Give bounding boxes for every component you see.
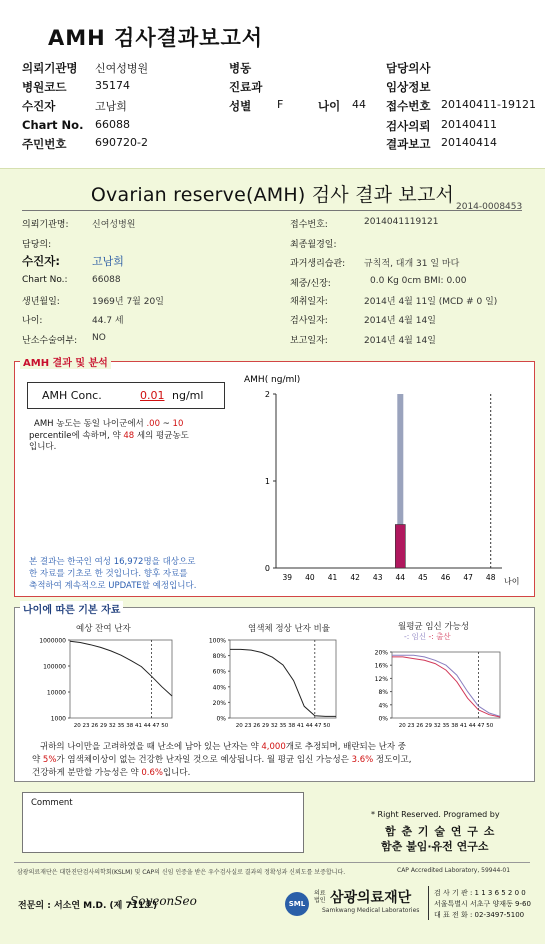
field-label: 담당의사 <box>386 61 431 75</box>
sml-logo-icon: SML <box>285 892 309 916</box>
field-label: 체중/신장: <box>290 279 331 289</box>
chart-title: 월평균 임신 가능성 <box>398 622 470 632</box>
text: 개로 추정되며, 배란되는 난자 중 <box>285 742 406 752</box>
conc-label: AMH Conc. <box>42 389 102 402</box>
y-tick-label: 100% <box>208 637 226 645</box>
field-label: 생년월일: <box>22 297 60 307</box>
text: 약 <box>32 755 41 765</box>
y-tick-label: 12% <box>374 675 388 683</box>
field-label: Chart No. <box>22 118 84 132</box>
birth-rate-value: 0.6% <box>141 768 163 778</box>
x-tick-labels: 20 23 26 29 32 35 38 41 44 47 50 <box>398 723 494 729</box>
amh-section-title: AMH 결과 및 분석 <box>20 354 111 369</box>
summary-line1 <box>40 741 406 754</box>
field-value: 66088 <box>92 275 121 285</box>
field-label: 임상정보 <box>386 80 431 94</box>
lab-name-1: 함 춘 기 술 연 구 소 <box>385 825 496 838</box>
text: 건강하게 분만할 가능성은 약 <box>32 768 139 778</box>
text: 가 염색체이상이 없는 건강한 난자일 것으로 예상됩니다. 월 평균 임신 가능성은 <box>56 755 349 765</box>
text: ~ <box>162 419 170 429</box>
dataset-note-line1: 본 결과는 한국인 여성 16,972명을 대상으로 <box>29 557 196 567</box>
amh-concentration-box <box>27 382 225 409</box>
y-tick-label: 100000 <box>43 663 66 671</box>
y-tick-label: 2 <box>264 390 270 399</box>
y-tick-label: 1000 <box>50 715 66 723</box>
conc-value: 0.01 <box>140 389 165 402</box>
field-label: 성별 <box>229 99 252 113</box>
y-tick-label: 0% <box>378 715 388 723</box>
pregnancy-probability-chart <box>358 640 528 736</box>
footer-divider <box>14 862 530 863</box>
field-value: 44 <box>352 98 366 111</box>
field-value: 신여성병원 <box>95 62 149 75</box>
x-tick-label: 39 <box>282 573 293 582</box>
field-label: 최종월경일: <box>290 240 337 250</box>
lab-code: 검 사 기 관 : 1 1 3 6 5 2 0 0 <box>434 889 526 897</box>
field-label: 수진자 <box>22 99 56 113</box>
field-label: 난소수술여부: <box>22 336 78 346</box>
field-label: 접수번호: <box>290 220 328 230</box>
field-label: 진료과 <box>229 80 263 94</box>
field-value: 20140411-19121 <box>441 98 536 111</box>
x-axis-label: 나이 <box>504 577 520 586</box>
age-section-title: 나이에 따른 기본 자료 <box>20 601 123 616</box>
field-value: 2014년 4월 14일 <box>364 316 436 326</box>
y-tick-label: 10000 <box>46 689 66 697</box>
field-value: 20140411 <box>441 118 497 131</box>
measured-value-bar <box>395 525 405 569</box>
y-tick-label: 1000000 <box>39 637 66 645</box>
lab-address: 서울특별시 서초구 양재동 9-60 <box>434 900 531 908</box>
doctor-name: 전문의 : 서소연 M.D. (제 711호) <box>18 901 158 911</box>
field-label: 수진자: <box>22 254 60 268</box>
amh-description-line3: 입니다. <box>29 442 57 452</box>
percentile-low: .00 <box>146 419 160 429</box>
x-tick-label: 40 <box>305 573 315 582</box>
text: AMH 농도는 동일 나이군에서 <box>34 419 144 429</box>
amh-age-bar-chart <box>240 370 530 592</box>
field-value: 1969년 7월 20일 <box>92 297 164 307</box>
summary-line2 <box>32 754 411 767</box>
pregnancy-rate-value: 3.6% <box>351 755 374 765</box>
y-tick-label: 20% <box>374 649 388 657</box>
x-tick-label: 41 <box>327 573 338 582</box>
field-value: 고남희 <box>95 100 127 113</box>
doctor-signature: SoyeonSeo <box>130 894 197 908</box>
chart-title: 예상 잔여 난자 <box>76 624 131 634</box>
field-label: 병원코드 <box>22 80 67 94</box>
text: 정도이고, <box>375 755 412 765</box>
normal-chromosome-chart <box>190 632 350 736</box>
chart-title: 염색체 정상 난자 비율 <box>248 624 331 634</box>
dataset-note-line3: 축적하여 계속적으로 UPDATE할 예정입니다. <box>29 581 197 591</box>
text: 세의 평균농도 <box>136 431 189 441</box>
field-value: 20140414 <box>441 136 497 149</box>
field-value: 규칙적, 대개 31 일 마다 <box>364 259 460 269</box>
legend-birth: -: 출산 <box>428 632 451 641</box>
title-divider <box>22 210 522 211</box>
field-value: 2014041119121 <box>364 217 439 227</box>
text: percentile에 속하며, 약 <box>29 431 121 441</box>
plot-frame <box>392 652 500 718</box>
y-axis-label: AMH( ng/ml) <box>244 375 301 385</box>
field-value: NO <box>92 333 106 343</box>
reference-range-bar <box>397 394 403 525</box>
field-value: 0.0 Kg 0cm BMI: 0.00 <box>370 276 467 286</box>
field-label: 주민번호 <box>22 137 67 151</box>
y-tick-label: 0 <box>264 564 270 573</box>
x-tick-label: 42 <box>350 573 360 582</box>
x-tick-label: 43 <box>372 573 383 582</box>
text: 의료 <box>314 890 326 897</box>
y-tick-label: 60% <box>212 668 226 676</box>
x-tick-label: 45 <box>418 573 428 582</box>
amh-description-line1 <box>34 419 183 430</box>
text: 입니다. <box>162 768 191 778</box>
org-name: 삼광의료재단 <box>330 890 412 906</box>
normal-rate-value: 5% <box>42 755 57 765</box>
comment-box <box>22 792 304 853</box>
report-title: Ovarian reserve(AMH) 검사 결과 보고서 <box>90 184 455 206</box>
remaining-eggs-chart <box>20 632 180 736</box>
field-label: 나이 <box>318 99 341 113</box>
org-type <box>314 890 326 904</box>
field-label: 결과보고 <box>386 137 431 151</box>
footer-vertical-divider <box>428 886 429 920</box>
field-value: 690720-2 <box>95 136 148 149</box>
field-label: 검사일자: <box>290 316 328 326</box>
cap-text: CAP Accredited Laboratory, 59944-01 <box>397 867 511 874</box>
legend-pregnancy: -: 임신 <box>404 632 427 641</box>
field-value: 66088 <box>95 118 130 131</box>
field-value: 2014년 4월 14일 <box>364 336 436 346</box>
field-value: 신여성병원 <box>92 220 136 230</box>
field-label: 나이: <box>22 316 43 326</box>
x-tick-labels: 20 23 26 29 32 35 38 41 44 47 50 <box>73 723 169 729</box>
field-label: 검사의뢰 <box>386 119 431 133</box>
y-tick-label: 4% <box>378 702 388 710</box>
text: 귀하의 나이만을 고려하였을 때 난소에 남아 있는 난자는 약 <box>40 742 259 752</box>
patient-name: 고남희 <box>92 255 124 268</box>
dataset-note-line2: 한 자료를 기초로 한 것입니다. 향후 자료를 <box>29 569 188 579</box>
plot-frame <box>70 640 172 718</box>
y-tick-label: 40% <box>212 684 226 692</box>
x-tick-label: 47 <box>463 573 473 582</box>
field-label: 채취일자: <box>290 297 328 307</box>
y-tick-label: 16% <box>374 662 388 670</box>
field-label: 보고일자: <box>290 336 328 346</box>
field-label: 의뢰기관명 <box>22 61 78 75</box>
summary-line3 <box>32 767 190 780</box>
field-value: 2014년 4월 11일 (MCD # 0 일) <box>364 297 498 307</box>
rights-line: * Right Reserved. Programed by <box>371 810 500 819</box>
conc-unit: ng/ml <box>172 389 204 402</box>
amh-description-line2 <box>29 431 189 442</box>
x-tick-labels: 20 23 26 29 32 35 38 41 44 47 50 <box>235 723 331 729</box>
field-value: 44.7 세 <box>92 316 124 326</box>
y-tick-label: 0% <box>216 715 226 723</box>
org-english-name: Samkwang Medical Laboratories <box>322 907 420 914</box>
remaining-eggs-value: 4,000 <box>261 742 286 752</box>
field-label: 접수번호 <box>386 99 431 113</box>
field-value: F <box>277 98 284 111</box>
field-label: 의뢰기관명: <box>22 220 69 230</box>
field-label: 과거생리습관: <box>290 259 346 269</box>
field-label: 병동 <box>229 61 252 75</box>
report-code: 2014-0008453 <box>456 202 523 212</box>
y-tick-label: 20% <box>212 699 226 707</box>
plot-frame <box>230 640 336 718</box>
document-title: AMH 검사결과보고서 <box>48 26 264 50</box>
percentile-high: 10 <box>172 419 184 429</box>
lab-phone: 대 표 전 화 : 02-3497-5100 <box>434 911 525 919</box>
accreditation-text: 삼광의료재단은 대한진단검사의학회(KSLM) 및 CAP의 신임 인증을 받은 우수검사실로 결과의 정확성과 신뢰도를 보증합니다. <box>17 869 346 876</box>
y-tick-label: 80% <box>212 653 226 661</box>
equivalent-age: 48 <box>123 431 135 441</box>
y-tick-label: 8% <box>378 689 388 697</box>
y-tick-label: 1 <box>264 477 270 486</box>
field-value: 35174 <box>95 79 130 92</box>
field-label: 담당의: <box>22 240 52 250</box>
x-tick-label: 44 <box>395 573 406 582</box>
x-tick-label: 48 <box>485 573 496 582</box>
comment-label: Comment <box>31 798 73 808</box>
text: 법인 <box>314 897 326 904</box>
field-label: Chart No.: <box>22 275 68 285</box>
x-tick-label: 46 <box>440 573 451 582</box>
lab-name-2: 함춘 불임·유전 연구소 <box>381 840 489 853</box>
